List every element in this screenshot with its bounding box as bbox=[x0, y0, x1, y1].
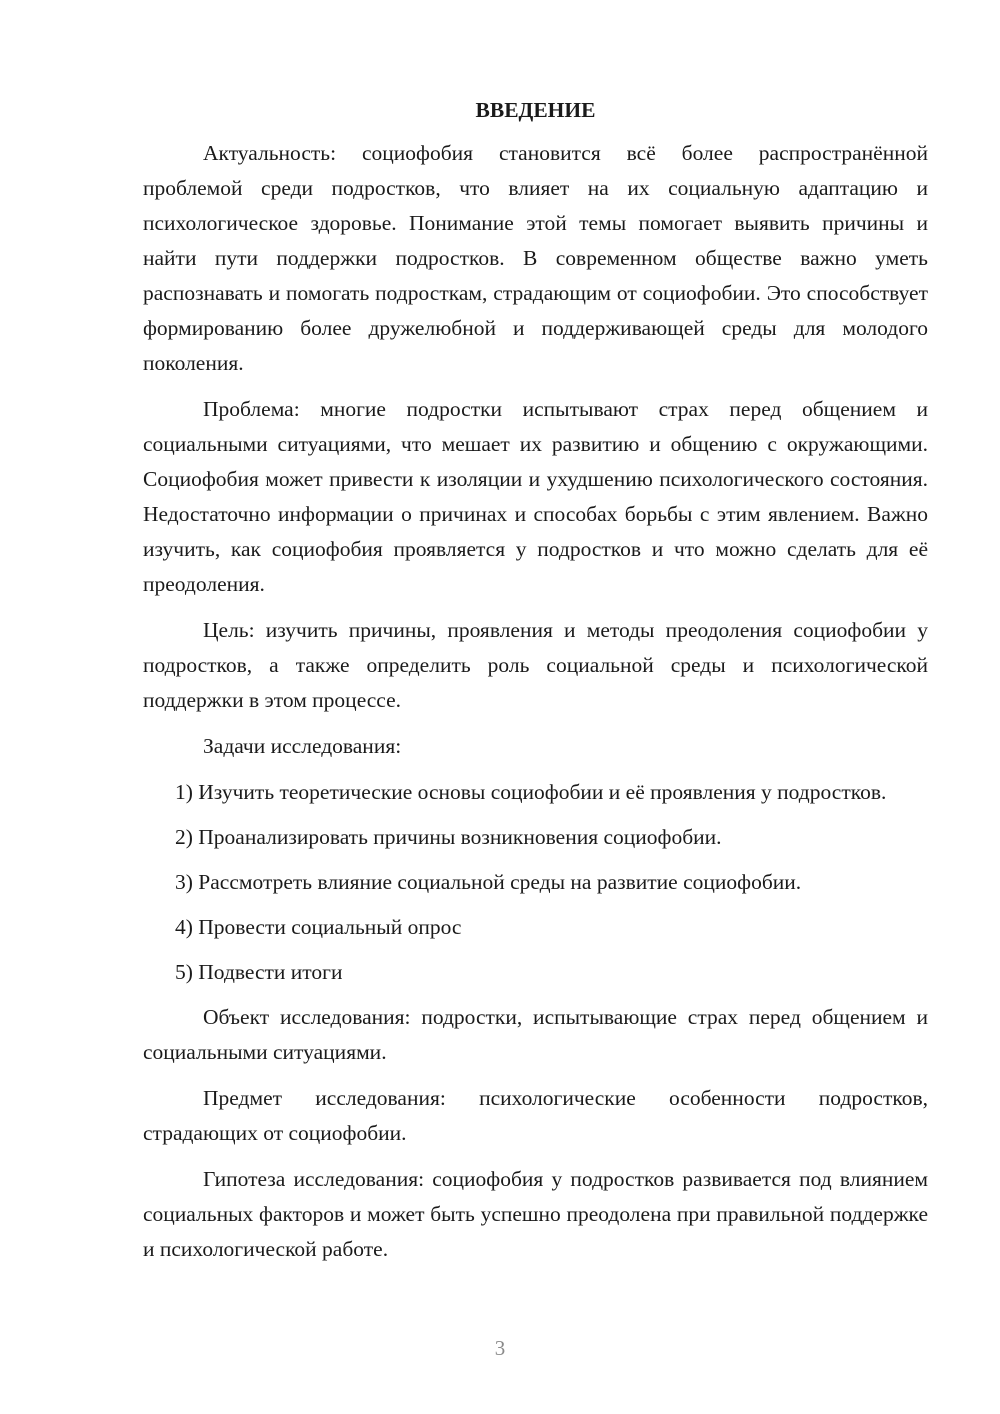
subject-paragraph: Предмет исследования: психологические особенности подростков, страдающих от социофобии. bbox=[143, 1086, 928, 1145]
section-title: ВВЕДЕНИЕ bbox=[475, 98, 596, 122]
task-item: 4) Провести социальный опрос bbox=[175, 915, 462, 939]
relevance-paragraph: Актуальность: социофобия становится всё более распространённой проблемой среди подростков, что влияет на их социальную адаптацию и психологическое здоровье. Понимание этой темы помогает выявить причины и найти пути поддержки подростков. В современном обществе важно уметь распознавать и помогать подросткам, страдающим от социофобии. Это способствует формированию более дружелюбной и поддерживающей среды для молодого поколения. bbox=[143, 141, 928, 375]
object-paragraph: Объект исследования: подростки, испытывающие страх перед общением и социальными ситуациями. bbox=[143, 1005, 928, 1064]
task-item: 2) Проанализировать причины возникновения социофобии. bbox=[175, 825, 722, 849]
goal-paragraph: Цель: изучить причины, проявления и методы преодоления социофобии у подростков, а также определить роль социальной среды и психологической поддержки в этом процессе. bbox=[143, 618, 928, 712]
task-item: 1) Изучить теоретические основы социофобии и её проявления у подростков. bbox=[175, 780, 887, 804]
task-item: 5) Подвести итоги bbox=[175, 960, 343, 984]
page-number: 3 bbox=[494, 1336, 506, 1360]
problem-paragraph: Проблема: многие подростки испытывают страх перед общением и социальными ситуациями, что мешает их развитию и общению с окружающими. Социофобия может привести к изоляции и ухудшению психологического состояния. Недостаточно информации о причинах и способах борьбы с этим явлением. Важно изучить, как социофобия проявляется у подростков и что можно сделать для её преодоления. bbox=[143, 397, 928, 596]
hypothesis-paragraph: Гипотеза исследования: социофобия у подростков развивается под влиянием социальных факторов и может быть успешно преодолена при правильной поддержке и психологической работе. bbox=[143, 1167, 928, 1261]
page-content bbox=[143, 93, 928, 1278]
tasks-heading: Задачи исследования: bbox=[203, 734, 402, 758]
tasks-list bbox=[143, 775, 928, 990]
task-item: 3) Рассмотреть влияние социальной среды на развитие социофобии. bbox=[175, 870, 802, 894]
